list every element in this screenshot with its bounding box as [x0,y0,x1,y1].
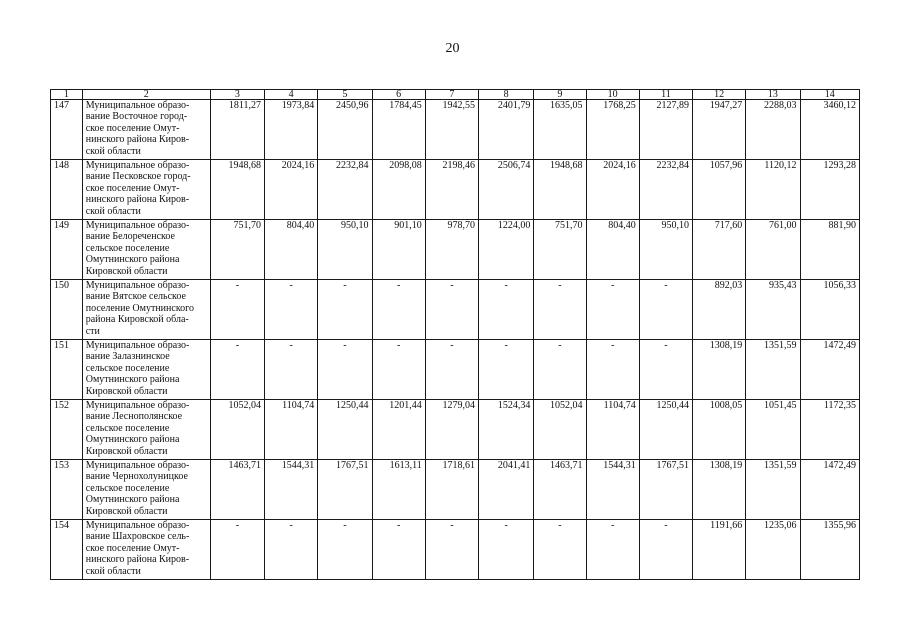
municipality-name-line: вание Вятское сельское [85,291,186,303]
value-cell: 1355,96 [800,520,859,580]
value-cell: 892,03 [693,280,746,340]
value-cell: 804,40 [265,220,318,280]
table-row [51,520,860,580]
municipality-name-line: Муниципальное образо- [85,280,190,291]
table-row [51,400,860,460]
value-cell: 1472,49 [800,340,859,400]
value-cell: 2127,89 [639,100,692,160]
municipality-name-line: вание Леснополянское [85,411,183,423]
value-cell: 804,40 [586,220,639,280]
value-cell: 950,10 [318,220,372,280]
value-cell: 1948,68 [534,160,586,220]
value-cell: - [586,280,639,340]
municipality-name-line: поселение Омутнинского [85,302,195,314]
municipality-name [82,100,210,160]
value-cell: 2288,03 [746,100,800,160]
value-cell: 1811,27 [210,100,264,160]
municipality-name-line: вание Шахровское сель- [85,531,190,543]
value-cell: 1524,34 [479,400,534,460]
municipality-name-line: Муниципальное образо- [85,520,190,531]
municipality-name [82,460,210,520]
value-cell: 2198,46 [425,160,478,220]
value-cell: 1718,61 [425,460,478,520]
municipality-name [82,340,210,400]
municipality-name-line: Муниципальное образо- [85,460,190,471]
municipality-name-line: Кировской области [85,445,168,457]
column-number: 14 [800,90,859,100]
value-cell: 1056,33 [800,280,859,340]
value-cell: 1947,27 [693,100,746,160]
value-cell: - [534,280,586,340]
value-cell: 2450,96 [318,100,372,160]
value-cell: 901,10 [372,220,425,280]
row-number: 147 [51,100,83,160]
column-number: 2 [82,90,210,100]
table-row [51,160,860,220]
column-number-row [51,90,860,100]
value-cell: 1051,45 [746,400,800,460]
value-cell: - [265,340,318,400]
value-cell: - [318,340,372,400]
municipality-name-line: сельское поселение [85,482,170,494]
value-cell: - [586,340,639,400]
row-number: 150 [51,280,83,340]
municipality-name-line: Муниципальное образо- [85,220,190,231]
value-cell: 1052,04 [534,400,586,460]
municipality-name-line: Омутнинского района [85,254,180,266]
value-cell: 1250,44 [639,400,692,460]
municipality-name [82,220,210,280]
column-number: 10 [586,90,639,100]
municipality-name [82,520,210,580]
column-number: 4 [265,90,318,100]
value-cell: 1293,28 [800,160,859,220]
municipality-name [82,280,210,340]
tariff-table [50,89,860,580]
value-cell: 2024,16 [265,160,318,220]
row-number: 151 [51,340,83,400]
municipality-name-line: вание Песковское город- [85,171,191,183]
value-cell: 1544,31 [586,460,639,520]
value-cell: 1224,00 [479,220,534,280]
value-cell: 1351,59 [746,340,800,400]
column-number: 11 [639,90,692,100]
value-cell: 1201,44 [372,400,425,460]
value-cell: 2041,41 [479,460,534,520]
row-number: 148 [51,160,83,220]
value-cell: - [479,280,534,340]
value-cell: 1973,84 [265,100,318,160]
municipality-name-line: сельское поселение [85,422,170,434]
value-cell: - [265,280,318,340]
table-row [51,220,860,280]
municipality-name [82,160,210,220]
row-number: 149 [51,220,83,280]
value-cell: - [210,520,264,580]
value-cell: - [639,520,692,580]
municipality-name-line: сельское поселение [85,362,170,374]
municipality-name-line: нинского района Киров- [85,194,190,206]
value-cell: - [639,280,692,340]
municipality-name-line: ской области [85,565,141,577]
value-cell: - [372,520,425,580]
table-row [51,340,860,400]
column-number: 9 [534,90,586,100]
value-cell: 881,90 [800,220,859,280]
value-cell: 1104,74 [586,400,639,460]
value-cell: 761,00 [746,220,800,280]
municipality-name-line: нинского района Киров- [85,134,190,146]
value-cell: - [479,340,534,400]
municipality-name-line: Муниципальное образо- [85,100,190,111]
value-cell: 1008,05 [693,400,746,460]
value-cell: 1172,35 [800,400,859,460]
value-cell: 2232,84 [318,160,372,220]
municipality-name-line: нинского района Киров- [85,554,190,566]
value-cell: 1463,71 [534,460,586,520]
table-row [51,100,860,160]
value-cell: - [534,340,586,400]
value-cell: - [318,280,372,340]
table-row [51,460,860,520]
value-cell: - [479,520,534,580]
column-number: 13 [746,90,800,100]
value-cell: - [639,340,692,400]
value-cell: 1052,04 [210,400,264,460]
value-cell: 1767,51 [318,460,372,520]
value-cell: 1235,06 [746,520,800,580]
value-cell: 2401,79 [479,100,534,160]
column-number: 1 [51,90,83,100]
municipality-name-line: Муниципальное образо- [85,160,190,171]
value-cell: - [265,520,318,580]
value-cell: 1613,11 [372,460,425,520]
page-number: 20 [445,41,460,56]
row-number: 152 [51,400,83,460]
column-number: 12 [693,90,746,100]
municipality-name-line: вание Чернохолуницкое [85,471,188,483]
column-number: 8 [479,90,534,100]
value-cell: 1784,45 [372,100,425,160]
value-cell: 3460,12 [800,100,859,160]
value-cell: 751,70 [534,220,586,280]
value-cell: - [372,280,425,340]
municipality-name-line: ской области [85,145,141,157]
value-cell: 1463,71 [210,460,264,520]
value-cell: 1635,05 [534,100,586,160]
municipality-name-line: Кировской области [85,505,168,517]
municipality-name-line: вание Восточное город- [85,111,188,123]
municipality-name-line: Муниципальное образо- [85,400,190,411]
value-cell: 1104,74 [265,400,318,460]
value-cell: 2506,74 [479,160,534,220]
column-number: 6 [372,90,425,100]
municipality-name-line: Омутнинского района [85,374,180,386]
value-cell: 1767,51 [639,460,692,520]
value-cell: 1308,19 [693,460,746,520]
value-cell: 1191,66 [693,520,746,580]
municipality-name-line: Омутнинского района [85,434,180,446]
municipality-name-line: ское поселение Омут- [85,122,180,134]
value-cell: 2232,84 [639,160,692,220]
value-cell: 1948,68 [210,160,264,220]
value-cell: - [586,520,639,580]
value-cell: 717,60 [693,220,746,280]
value-cell: 2024,16 [586,160,639,220]
value-cell: 935,43 [746,280,800,340]
municipality-name-line: Муниципальное образо- [85,340,190,351]
municipality-name [82,400,210,460]
value-cell: 1120,12 [746,160,800,220]
municipality-name-line: Омутнинского района [85,494,180,506]
municipality-name-line: Кировской области [85,385,168,397]
column-number: 3 [210,90,264,100]
value-cell: - [210,280,264,340]
municipality-name-line: сти [85,325,100,337]
municipality-name-line: сельское поселение [85,242,170,254]
value-cell: 1351,59 [746,460,800,520]
municipality-name-line: ской области [85,205,141,217]
municipality-name-line: вание Залазнинское [85,351,170,363]
value-cell: 978,70 [425,220,478,280]
value-cell: - [210,340,264,400]
value-cell: 1472,49 [800,460,859,520]
column-number: 7 [425,90,478,100]
value-cell: - [372,340,425,400]
municipality-name-line: Кировской области [85,265,168,277]
column-number: 5 [318,90,372,100]
value-cell: - [534,520,586,580]
value-cell: 950,10 [639,220,692,280]
value-cell: 2098,08 [372,160,425,220]
value-cell: 1308,19 [693,340,746,400]
row-number: 153 [51,460,83,520]
value-cell: 1544,31 [265,460,318,520]
value-cell: 751,70 [210,220,264,280]
value-cell: - [318,520,372,580]
value-cell: 1768,25 [586,100,639,160]
municipality-name-line: района Кировской обла- [85,314,189,326]
value-cell: - [425,340,478,400]
value-cell: 1057,96 [693,160,746,220]
municipality-name-line: ское поселение Омут- [85,542,180,554]
value-cell: 1279,04 [425,400,478,460]
row-number: 154 [51,520,83,580]
municipality-name-line: вание Белореченское [85,231,175,243]
value-cell: 1942,55 [425,100,478,160]
municipality-name-line: ское поселение Омут- [85,182,180,194]
value-cell: 1250,44 [318,400,372,460]
value-cell: - [425,520,478,580]
table-row [51,280,860,340]
value-cell: - [425,280,478,340]
